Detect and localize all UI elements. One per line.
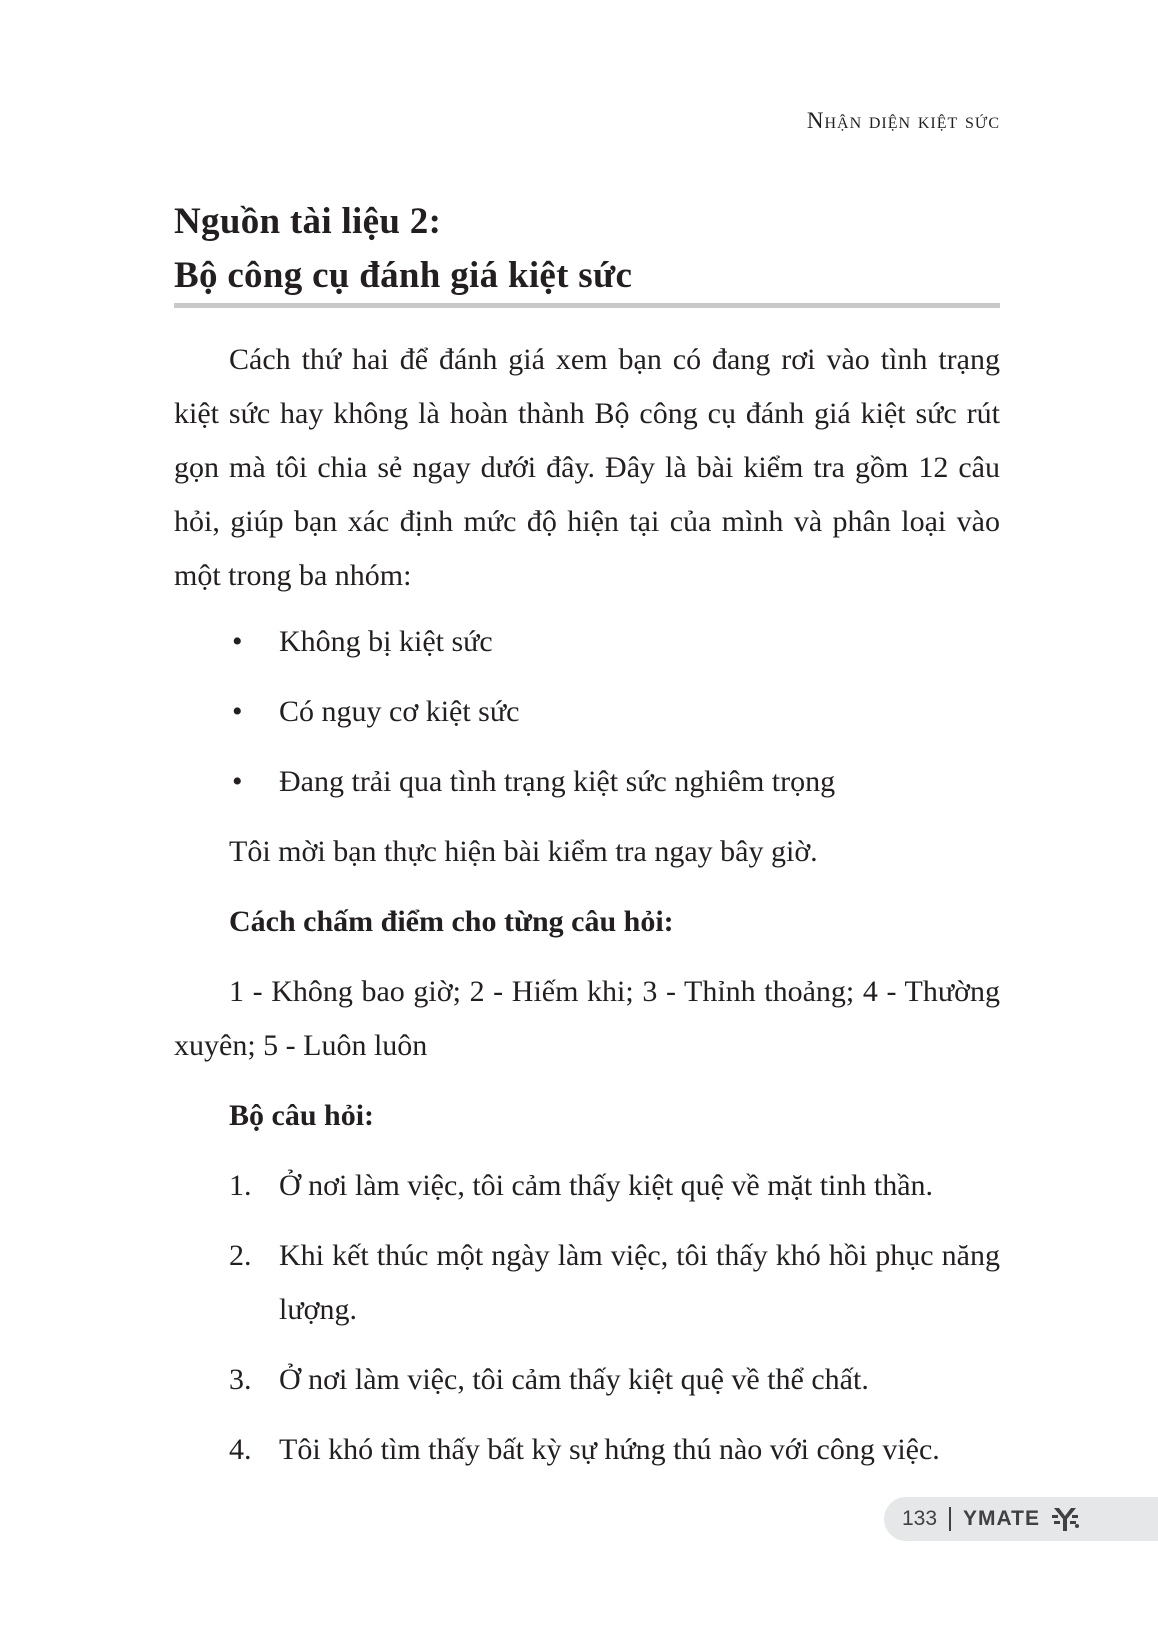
- title-line-2: Bộ công cụ đánh giá kiệt sức: [174, 255, 633, 296]
- section-title: [174, 195, 1000, 303]
- ymate-logo-icon: [1050, 1504, 1080, 1534]
- bullet-icon: •: [232, 695, 243, 728]
- title-line-1: Nguồn tài liệu 2:: [174, 201, 442, 242]
- page-footer: [884, 1497, 1158, 1541]
- running-header: Nhận diện kiệt sức: [806, 108, 1000, 133]
- question-text: Ở nơi làm việc, tôi cảm thấy kiệt quệ về thể chất.: [279, 1363, 869, 1396]
- group-item-text: Đang trải qua tình trạng kiệt sức nghiêm trọng: [279, 765, 836, 798]
- bullet-icon: •: [232, 765, 243, 798]
- page-number: 133: [902, 1507, 938, 1530]
- group-item: [174, 755, 1000, 809]
- intro-paragraph: Cách thứ hai để đánh giá xem bạn có đang rơi vào tình trạng kiệt sức hay không là hoàn thành Bộ công cụ đánh giá kiệt sức rút gọn mà tôi chia sẻ ngay dưới đây. Đây là bài kiểm tra gồm 12 câu hỏi, giúp bạn xác định mức độ hiện tại của mình và phân loại vào một trong ba nhóm:: [174, 343, 1000, 592]
- brand-name: YMATE: [963, 1507, 1040, 1530]
- group-item: [174, 685, 1000, 739]
- question-item: [174, 1423, 1000, 1477]
- question-number: 1.: [229, 1169, 252, 1202]
- question-text: Tôi khó tìm thấy bất kỳ sự hứng thú nào với công việc.: [279, 1433, 940, 1466]
- group-list: [174, 615, 1000, 809]
- question-item: [174, 1353, 1000, 1407]
- group-item-text: Có nguy cơ kiệt sức: [279, 695, 520, 728]
- bullet-icon: •: [232, 625, 243, 658]
- question-number: 3.: [229, 1363, 252, 1396]
- question-item: [174, 1159, 1000, 1213]
- question-text: Ở nơi làm việc, tôi cảm thấy kiệt quệ về mặt tinh thần.: [279, 1169, 934, 1202]
- question-item: [174, 1229, 1000, 1337]
- invite-text: Tôi mời bạn thực hiện bài kiểm tra ngay bây giờ.: [229, 835, 818, 868]
- questions-heading: Bộ câu hỏi:: [229, 1099, 375, 1132]
- question-number: 4.: [229, 1433, 252, 1466]
- question-text: Khi kết thúc một ngày làm việc, tôi thấy khó hồi phục năng lượng.: [279, 1239, 1000, 1326]
- group-item: [174, 615, 1000, 669]
- footer-divider: [949, 1507, 951, 1531]
- question-number: 2.: [229, 1239, 252, 1272]
- question-list: [174, 1159, 1000, 1477]
- title-divider: [174, 303, 1000, 308]
- scoring-text: 1 - Không bao giờ; 2 - Hiếm khi; 3 - Thỉnh thoảng; 4 - Thường xuyên; 5 - Luôn luôn: [174, 975, 1000, 1062]
- scoring-heading: Cách chấm điểm cho từng câu hỏi:: [229, 905, 674, 938]
- group-item-text: Không bị kiệt sức: [279, 625, 493, 658]
- body-content: [174, 333, 1000, 1493]
